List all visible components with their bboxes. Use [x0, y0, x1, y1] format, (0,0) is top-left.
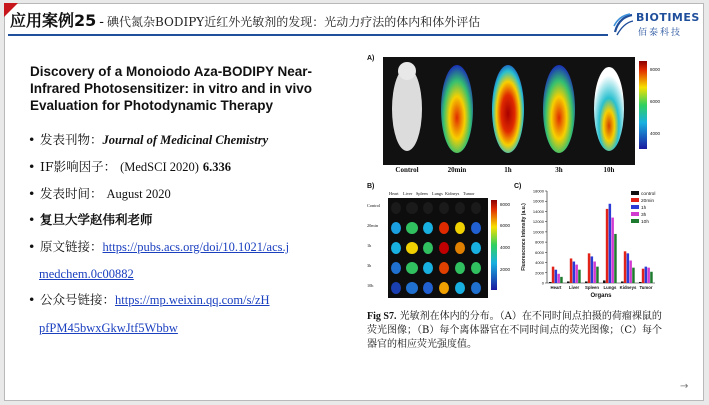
bar	[555, 270, 558, 283]
source-link-line2[interactable]: medchem.0c00882	[39, 267, 134, 281]
if-value: 6.336	[202, 160, 232, 174]
organ-image	[391, 202, 401, 214]
figure-caption	[367, 310, 667, 352]
wechat-label: 公众号链接：	[40, 292, 116, 307]
legend-swatch	[631, 205, 639, 209]
organ-image	[423, 242, 433, 254]
title-underline	[8, 34, 608, 36]
legend-label: control	[641, 192, 656, 197]
organ-image	[455, 202, 465, 214]
title-dash: -	[99, 15, 104, 30]
organ-image	[471, 202, 481, 214]
bar	[645, 267, 648, 283]
x-tick-label: Heart	[550, 285, 562, 290]
organ-image	[455, 262, 465, 274]
bullet-source-link-cont	[39, 263, 134, 282]
legend-swatch	[631, 191, 639, 195]
logo-text-cn: 佰泰科技	[638, 28, 683, 38]
bar	[596, 267, 599, 283]
x-tick-label: Kidneys	[619, 285, 637, 290]
bullet-dot: •	[28, 132, 36, 147]
mouse-1h	[492, 65, 524, 153]
mouse-3h	[543, 65, 575, 153]
bar	[593, 262, 596, 283]
cbar-a-tick: 8000	[650, 67, 661, 72]
organ-image	[471, 222, 481, 234]
bar	[549, 282, 552, 283]
mouse-label: 3h	[555, 166, 563, 174]
bar	[647, 268, 650, 283]
x-tick-label: Liver	[568, 285, 580, 290]
panel-b-label: B)	[367, 183, 375, 190]
organ-image	[455, 222, 465, 234]
bar	[639, 282, 642, 283]
mouse-label: 1h	[504, 166, 512, 174]
y-axis-label: Fluorescence Intensity (a.u.)	[521, 203, 527, 271]
row-label: 1h	[367, 243, 372, 248]
bar	[609, 204, 612, 283]
cbar-b-tick: 8000	[500, 202, 511, 207]
author-value: 复旦大学赵伟利老师	[40, 212, 153, 227]
x-tick-label: Lungs	[603, 285, 617, 290]
bar	[570, 258, 573, 283]
organ-image	[406, 262, 418, 274]
y-tick-label: 4000	[535, 260, 544, 266]
organ-image	[439, 262, 449, 274]
bar	[603, 280, 606, 283]
organ-header: Tumor	[463, 191, 475, 196]
link-label: 原文链接：	[40, 239, 103, 254]
organ-image	[439, 242, 449, 254]
legend-label: 10h	[641, 220, 650, 225]
bar	[627, 253, 630, 283]
panel-c-bar-chart	[519, 185, 661, 303]
bar	[642, 269, 645, 283]
x-axis-label: Organs	[590, 293, 612, 299]
organ-image	[391, 242, 401, 254]
colorbar-a	[639, 61, 647, 149]
bar	[624, 251, 627, 283]
organ-image	[406, 222, 418, 234]
organ-image	[391, 262, 401, 274]
legend-swatch	[631, 212, 639, 216]
date-value: August 2020	[106, 187, 171, 201]
legend-label: 3h	[641, 213, 647, 218]
organ-image	[406, 202, 418, 214]
bar	[575, 265, 578, 283]
organ-image	[423, 262, 433, 274]
legend-label: 20min	[641, 199, 655, 204]
organ-image	[439, 282, 449, 294]
organ-image	[423, 282, 433, 294]
organ-image	[439, 222, 449, 234]
bullet-dot: •	[28, 186, 36, 201]
panel-b-organs	[388, 198, 488, 298]
bullet-author	[28, 210, 153, 228]
bullet-dot: •	[28, 239, 36, 254]
y-tick-label: 12000	[532, 219, 544, 225]
organ-header: Liver	[403, 191, 413, 196]
bar	[614, 234, 617, 283]
cbar-b-tick: 6000	[500, 223, 511, 228]
bar	[591, 256, 594, 283]
if-label: IF影响因子：	[40, 159, 117, 174]
bar	[557, 274, 560, 283]
mouse-label: Control	[395, 166, 419, 174]
logo-text-en: BIOTIMES	[636, 11, 700, 24]
bullet-wechat-link	[28, 290, 270, 308]
bullet-impact-factor	[28, 157, 231, 175]
bar	[552, 267, 555, 283]
bar	[560, 277, 563, 283]
bar	[611, 218, 614, 283]
y-tick-label: 0	[541, 280, 544, 286]
bar	[578, 270, 581, 283]
caption-text: 光敏剂在体内的分布。（A）在不同时间点拍摄的荷瘤裸鼠的荧光图像；（B）每个离体器官在不同时间点的荧光图像；（C）每个器官的相应荧光强度值。	[367, 311, 662, 350]
legend-swatch	[631, 198, 639, 202]
y-tick-label: 8000	[535, 239, 544, 245]
organ-image	[391, 282, 401, 294]
wechat-link-line2[interactable]: pfPM45bwxGkwJtf5Wbbw	[39, 321, 178, 335]
row-label: 10h	[367, 283, 374, 288]
organ-image	[471, 242, 481, 254]
bullet-journal	[28, 130, 268, 148]
bullet-dot: •	[28, 212, 36, 227]
bar	[588, 253, 591, 283]
legend-swatch	[631, 219, 639, 223]
cbar-a-tick: 4000	[650, 131, 661, 136]
cbar-a-tick: 6000	[650, 99, 661, 104]
bullet-source-link	[28, 237, 289, 255]
organ-header: Spleen	[416, 191, 428, 196]
journal-value: Journal of Medicinal Chemistry	[102, 133, 269, 147]
bar	[585, 281, 588, 283]
organ-header: Kidneys	[445, 191, 460, 196]
y-tick-label: 18000	[532, 188, 544, 194]
source-link-line1[interactable]: https://pubs.acs.org/doi/10.1021/acs.j	[102, 240, 290, 254]
caption-label: Fig S7.	[367, 311, 397, 322]
y-tick-label: 14000	[532, 208, 544, 214]
organ-header: Heart	[389, 191, 399, 196]
organ-header: Lungs	[432, 191, 443, 196]
bar	[567, 281, 570, 283]
paper-title: Discovery of a Monoiodo Aza-BODIPY Near-Infrared Photosensitizer: in vitro and in vivo Evaluation for Photodynamic Therapy	[30, 64, 313, 113]
corner-accent	[4, 3, 18, 17]
panel-c-label: C)	[514, 183, 522, 190]
bar	[621, 281, 624, 283]
slide-title	[10, 8, 480, 30]
organ-image	[391, 222, 401, 234]
wechat-link-line1[interactable]: https://mp.weixin.qq.com/s/zH	[115, 293, 270, 307]
bar	[629, 261, 632, 283]
organ-image	[439, 202, 449, 214]
x-tick-label: Spleen	[584, 285, 600, 290]
organ-image	[471, 282, 481, 294]
organ-image	[406, 282, 418, 294]
panel-a-label: A)	[367, 55, 375, 62]
date-label: 发表时间：	[40, 186, 103, 201]
next-slide-icon[interactable]: →	[680, 381, 689, 392]
bullet-dot: •	[28, 159, 36, 174]
legend-label: 1h	[641, 206, 647, 211]
mouse-label: 10h	[603, 166, 615, 174]
row-label: 3h	[367, 263, 372, 268]
y-tick-label: 2000	[535, 270, 544, 276]
bar	[573, 262, 576, 283]
organ-image	[406, 242, 418, 254]
bar	[606, 209, 609, 283]
organ-image	[455, 242, 465, 254]
organ-image	[423, 222, 433, 234]
organ-image	[423, 202, 433, 214]
x-tick-label: Tumor	[639, 285, 653, 290]
bar	[650, 272, 653, 283]
title-subtitle: 碘代氮杂BODIPY近红外光敏剂的发现：光动力疗法的体内和体外评估	[106, 15, 481, 29]
cbar-b-tick: 2000	[500, 267, 511, 272]
bar	[632, 268, 635, 283]
figure-s7	[367, 55, 667, 305]
y-tick-label: 16000	[532, 198, 544, 204]
company-logo	[612, 10, 698, 38]
bullet-dot: •	[28, 292, 36, 307]
biotimes-logo-icon	[612, 12, 634, 36]
if-source: (MedSCI 2020)	[120, 160, 199, 174]
y-tick-label: 6000	[535, 249, 544, 255]
bullet-wechat-link-cont	[39, 317, 178, 336]
organ-image	[455, 282, 465, 294]
journal-label: 发表刊物：	[40, 132, 103, 147]
colorbar-b	[491, 200, 499, 290]
row-label: Control	[367, 203, 381, 208]
mouse-20min	[441, 65, 473, 153]
panel-a-images	[383, 57, 653, 165]
mouse-10h	[594, 67, 624, 151]
mouse-label: 20min	[447, 166, 467, 174]
cbar-b-tick: 4000	[500, 245, 511, 250]
bullet-date	[28, 184, 171, 202]
row-label: 20min	[367, 223, 378, 228]
case-label: 应用案例25	[10, 11, 97, 30]
organ-image	[471, 262, 481, 274]
y-tick-label: 10000	[532, 229, 544, 235]
